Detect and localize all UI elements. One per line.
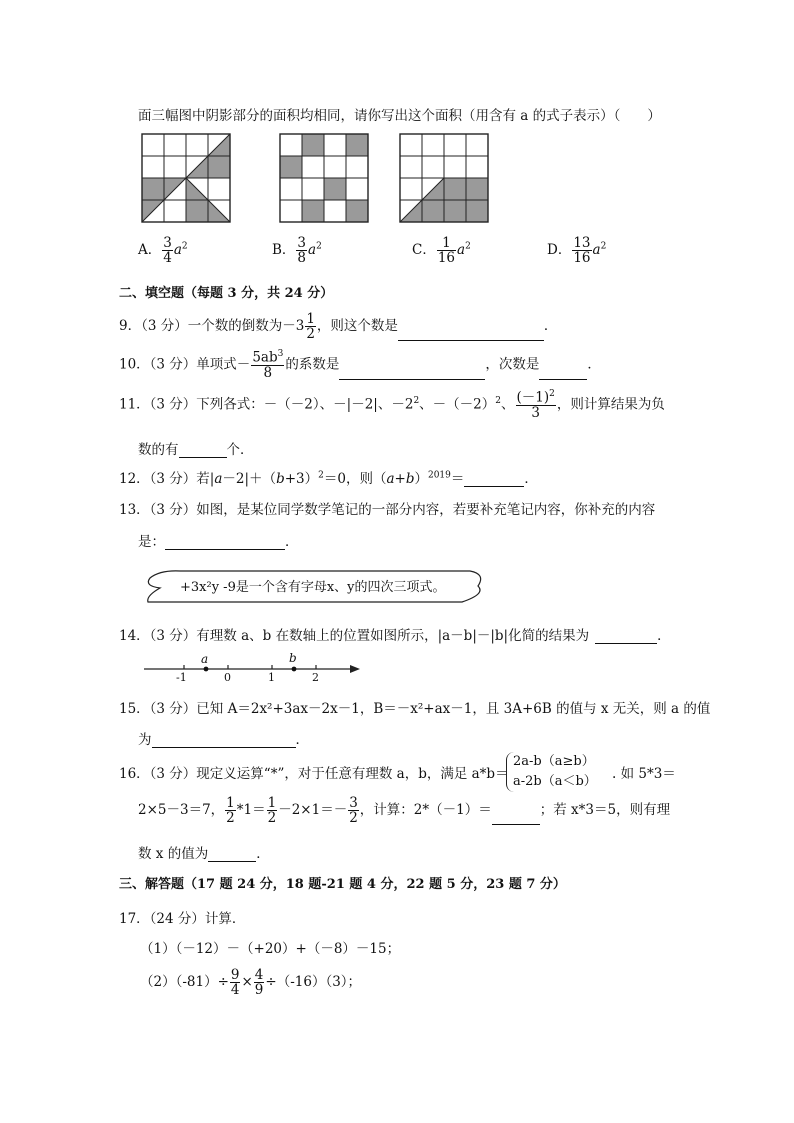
question-17-part-2: （2）（-81）÷ $\frac{9}{4}$ × $\frac{4}{9}$ ÷（-16）（3）；: [140, 967, 362, 999]
tick-label-0: 0: [224, 671, 231, 684]
point-b-label: b: [289, 651, 297, 665]
note-text: +3x²y -9是一个含有字母x、y的四次三项式。: [180, 580, 446, 595]
answer-blank-11[interactable]: [179, 443, 227, 458]
tick-label-minus-1: -1: [176, 671, 187, 684]
number-line: [140, 650, 364, 686]
question-15: 15．（3 分）已知 A＝2x²+3ax－2x－1，B＝－x²+ax－1，且 3A+6B 的值与 x 无关，则 a 的值: [119, 701, 711, 717]
question-16: 16．（3 分）现定义运算“*”，对于任意有理数 a，b，满足 a*b＝: [119, 766, 509, 782]
question-13: 13．（3 分）如图，是某位同学数学笔记的一部分内容，若要补充笔记内容，你补充的内容: [119, 502, 656, 518]
question-17-title: 17．（24 分）计算．: [119, 911, 246, 927]
question-8-text: 面三幅图中阴影部分的面积均相同，请你写出这个面积（用含有 a 的式子表示）（ ）: [138, 108, 661, 124]
tick-label-1: 1: [268, 671, 275, 684]
question-12: 12．（3 分）若$|a-2|+(b+3)^2=0$，则$(a+b)^{2019}=$ ．: [119, 470, 538, 487]
answer-blank-12[interactable]: [464, 472, 524, 487]
grid-figure-1: [142, 134, 230, 222]
question-9: 9．（3 分）一个数的倒数为－3 $\frac{1}{2}$ ，则这个数是 ．: [119, 311, 558, 343]
case-1: 2a-b（a≥b）: [513, 754, 595, 769]
case-2: a-2b（a＜b）: [513, 774, 597, 789]
grid-figure-3: [400, 134, 488, 222]
answer-blank-15[interactable]: [152, 733, 296, 748]
question-16-after: . 如 5*3＝: [612, 766, 676, 782]
option-d[interactable]: D． $\frac{13}{16}$ $a^2$: [547, 235, 607, 267]
option-b[interactable]: B． $\frac{3}{8}$ $a^2$: [272, 235, 322, 267]
answer-blank-10b[interactable]: [539, 365, 587, 380]
piecewise-definition: [506, 752, 597, 792]
question-17-part-1: （1）（－12）－（+20）+（－8）－15；: [140, 941, 401, 957]
tick-label-2: 2: [312, 671, 319, 684]
answer-blank-9[interactable]: [398, 326, 544, 341]
point-a-label: a: [201, 652, 209, 666]
answer-blank-14[interactable]: [595, 629, 657, 644]
answer-blank-16a[interactable]: [492, 810, 540, 825]
grid-figure-2: [280, 134, 368, 222]
question-11: 11．（3 分）下列各式：－（－2）、－|－2|、$-2^2$、$-(-2)^2$、 $\frac{(-1)^2}{3}$ ，则计算结果为负: [119, 389, 665, 421]
answer-blank-13[interactable]: [165, 535, 285, 550]
option-c[interactable]: C． $\frac{1}{16}$ $a^2$: [412, 235, 471, 267]
section-2-heading: 二、填空题（每题 3 分，共 24 分）: [119, 286, 334, 301]
number-line-axis: [140, 650, 364, 686]
section-3-heading: 三、解答题（17 题 24 分，18 题-21 题 4 分，22 题 5 分，23 题 7 分）: [119, 877, 566, 892]
question-11-line2: 数的有 个．: [138, 442, 254, 458]
answer-blank-16b[interactable]: [208, 847, 256, 862]
question-13-line2: 是： ．: [138, 534, 299, 550]
question-14: 14．（3 分）有理数 a、b 在数轴上的位置如图所示，|a－b|－|b|化简的结果为 ．: [119, 628, 671, 644]
question-15-line2: 为 ．: [138, 732, 309, 748]
question-10: 10．（3 分）单项式－ $\frac{5ab^3}{8}$ 的系数是 ，次数是 ．: [119, 349, 601, 381]
answer-blank-10a[interactable]: [339, 365, 485, 380]
question-16-line3: 数 x 的值为 ．: [138, 846, 270, 862]
question-16-line2: 2×5－3＝7， $\frac{1}{2}$ *1＝ $\frac{1}{2}$ －2×1＝－ $\frac{3}{2}$ ，计算：2*（－1）＝ ；若 x*3＝5，则有理: [138, 795, 671, 827]
shaded-grid-figures: [140, 132, 500, 224]
option-a[interactable]: A． $\frac{3}{4}$ $a^2$: [138, 235, 188, 267]
